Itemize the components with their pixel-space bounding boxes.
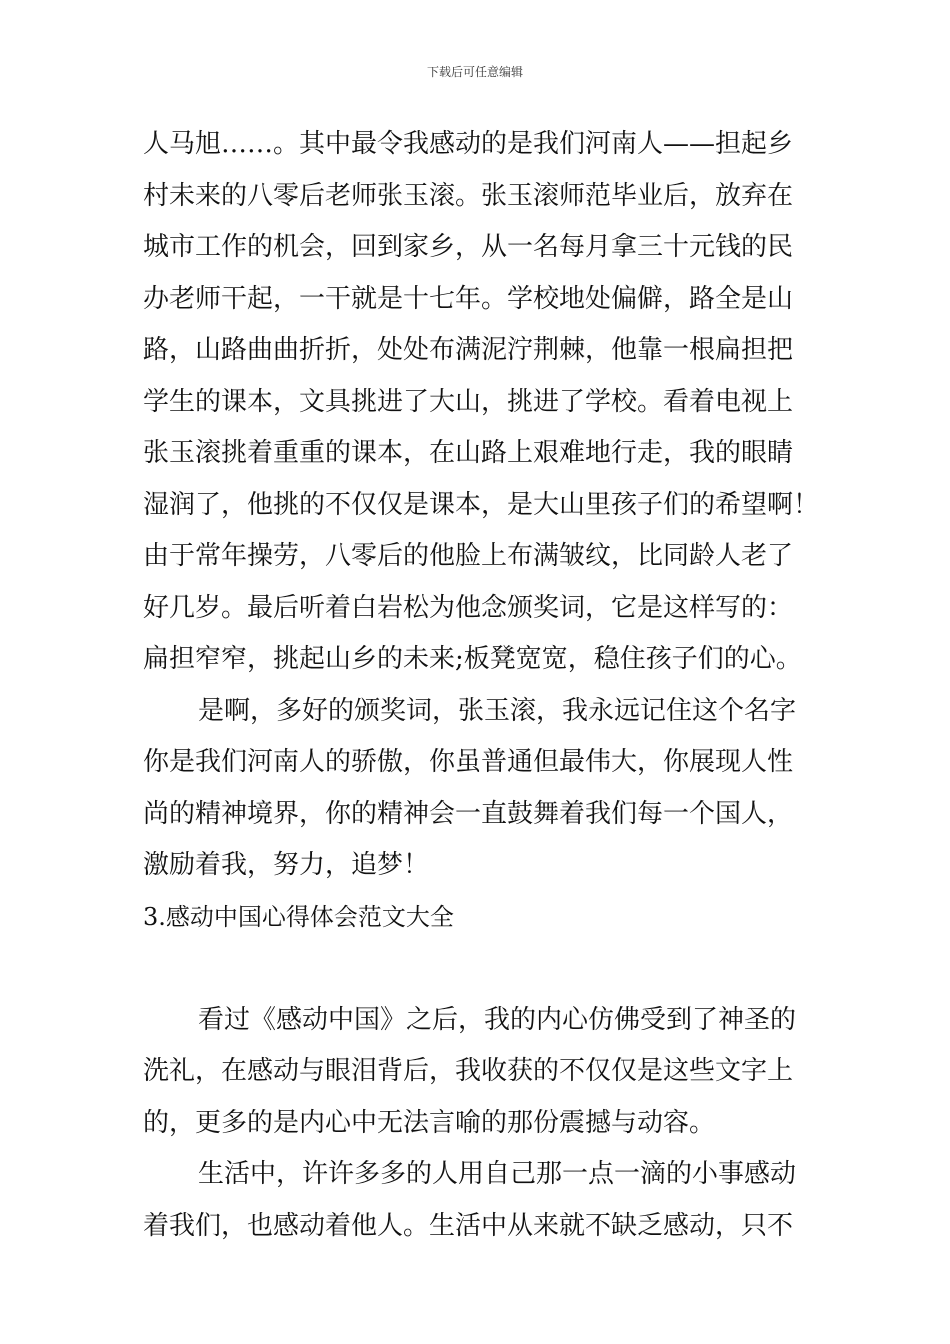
text-line: 的，更多的是内心中无法言喻的那份震撼与动容。 bbox=[143, 1107, 716, 1138]
page-header: 下载后可任意编辑 bbox=[426, 65, 523, 79]
text-line: 激励着我，努力，追梦！ bbox=[143, 850, 430, 880]
paragraph-4 bbox=[143, 1154, 808, 1257]
text-line: 你是我们河南人的骄傲，你虽普通但最伟大，你展现人性 bbox=[143, 747, 794, 777]
text-line: 学生的课本，文具挑进了大山，挑进了学校。看着电视上 bbox=[143, 386, 794, 417]
text-line: 洗礼，在感动与眼泪背后，我收获的不仅仅是这些文字上 bbox=[143, 1056, 794, 1086]
text-line: 由于常年操劳，八零后的他脸上布满皱纹，比同龄人老了 bbox=[143, 541, 794, 571]
paragraph-3 bbox=[143, 1000, 808, 1155]
text-line: 湿润了，他挑的不仅仅是课本，是大山里孩子们的希望啊！ bbox=[143, 489, 820, 520]
text-line: 张玉滚挑着重重的课本，在山路上艰难地行走，我的眼睛 bbox=[143, 438, 794, 468]
text-line: 路，山路曲曲折折，处处布满泥泞荆棘，他靠一根扁担把 bbox=[143, 335, 794, 365]
text-line: 尚的精神境界，你的精神会一直鼓舞着我们每一个国人， bbox=[143, 798, 794, 829]
blank-line bbox=[143, 948, 808, 1000]
text-line: 办老师干起，一干就是十七年。学校地处偏僻，路全是山 bbox=[143, 283, 794, 314]
paragraph-1 bbox=[143, 124, 820, 691]
section-heading: 3.感动中国心得体会范文大全 bbox=[143, 902, 454, 931]
text-line: 好几岁。最后听着白岩松为他念颁奖词，它是这样写的： bbox=[143, 592, 794, 623]
paragraph-2 bbox=[143, 691, 808, 897]
text-line: 村未来的八零后老师张玉滚。张玉滚师范毕业后，放弃在 bbox=[143, 180, 794, 211]
text-line: 是啊，多好的颁奖词，张玉滚，我永远记住这个名字 bbox=[198, 695, 797, 726]
text-line: 城市工作的机会，回到家乡，从一名每月拿三十元钱的民 bbox=[143, 232, 794, 262]
text-line: 人马旭……。其中最令我感动的是我们河南人——担起乡 bbox=[143, 129, 794, 159]
text-line: 看过《感动中国》之后，我的内心仿佛受到了神圣的 bbox=[198, 1004, 797, 1035]
text-line: 生活中，许许多多的人用自己那一点一滴的小事感动 bbox=[198, 1159, 797, 1189]
document-body bbox=[143, 124, 820, 1257]
text-line: 着我们，也感动着他人。生活中从来就不缺乏感动，只不 bbox=[143, 1210, 794, 1241]
text-line: 扁担窄窄，挑起山乡的未来;板凳宽宽，稳住孩子们的心。 bbox=[143, 644, 802, 674]
